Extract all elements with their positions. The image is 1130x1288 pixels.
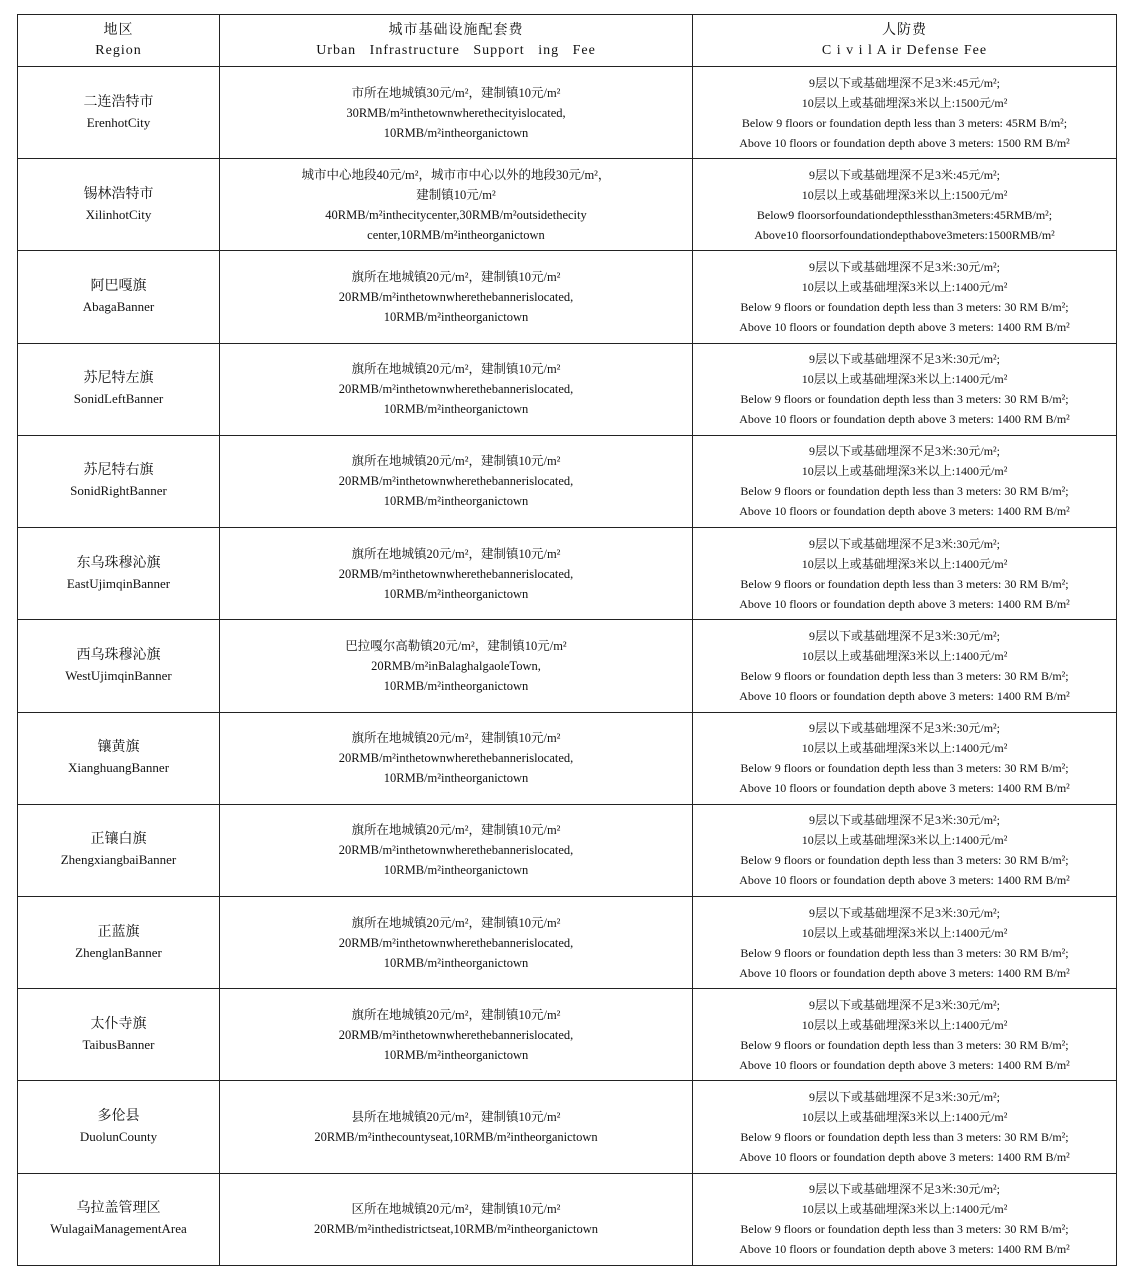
infrastructure-fee-line: 10RMB/m²intheorganictown — [383, 678, 529, 693]
air-defense-fee-line: Below 9 floors or foundation depth less than 3 meters: 30 RM B/m²; — [740, 668, 1069, 683]
air-defense-fee-line: 9层以下或基础埋深不足3米:30元/m²; — [809, 628, 1000, 643]
infrastructure-fee-line: 30RMB/m²inthetownwherethecityislocated, — [346, 105, 566, 120]
air-defense-fee-line: 9层以下或基础埋深不足3米:30元/m²; — [809, 444, 1000, 459]
table-row — [18, 712, 1117, 804]
air-defense-fee-line: Above 10 floors or foundation depth above 3 meters: 1400 RM B/m² — [739, 412, 1070, 427]
region-cell — [18, 989, 220, 1081]
header-infra-zh: 城市基础设施配套费 — [388, 22, 524, 38]
header-region-zh: 地区 — [103, 22, 134, 38]
region-name-zh: 太仆寺旗 — [90, 1016, 147, 1032]
air-defense-fee-line: Above10 floorsorfoundationdepthabove3meters:1500RMB/m² — [754, 227, 1055, 242]
civil-air-defense-fee-cell — [693, 528, 1117, 620]
air-defense-fee-line: Above 10 floors or foundation depth above 3 meters: 1400 RM B/m² — [739, 1057, 1070, 1072]
air-defense-fee-line: Above 10 floors or foundation depth above 3 meters: 1400 RM B/m² — [739, 504, 1070, 519]
infrastructure-fee-line: 旗所在地城镇20元/m²，建制镇10元/m² — [351, 915, 561, 930]
region-name-zh: 镶黄旗 — [97, 740, 140, 756]
air-defense-fee-line: 9层以下或基础埋深不足3米:30元/m²; — [809, 721, 1000, 736]
region-cell — [18, 67, 220, 159]
region-name-en: TaibusBanner — [82, 1036, 155, 1052]
air-defense-fee-line: 9层以下或基础埋深不足3米:30元/m²; — [809, 1090, 1000, 1105]
infrastructure-fee-line: 旗所在地城镇20元/m²，建制镇10元/m² — [351, 731, 561, 746]
civil-air-defense-fee-cell — [693, 67, 1117, 159]
air-defense-fee-line: Above 10 floors or foundation depth above 3 meters: 1400 RM B/m² — [739, 1242, 1070, 1257]
air-defense-fee-line: Above 10 floors or foundation depth above 3 meters: 1400 RM B/m² — [739, 596, 1070, 611]
air-defense-fee-line: Below 9 floors or foundation depth less than 3 meters: 30 RM B/m²; — [740, 1222, 1069, 1237]
civil-air-defense-fee-cell — [693, 1173, 1117, 1265]
air-defense-fee-line: 10层以上或基础埋深3米以上:1500元/m² — [801, 187, 1008, 202]
infrastructure-fee-line: 旗所在地城镇20元/m²，建制镇10元/m² — [351, 454, 561, 469]
air-defense-fee-line: 10层以上或基础埋深3米以上:1400元/m² — [801, 280, 1008, 295]
infrastructure-fee-cell — [220, 343, 693, 435]
region-name-zh: 苏尼特左旗 — [83, 371, 154, 387]
region-name-en: ErenhotCity — [86, 114, 151, 130]
infrastructure-fee-line: 20RMB/m²inthetownwherethebannerislocated, — [338, 382, 574, 397]
header-region-en: Region — [95, 42, 142, 58]
table-row — [18, 159, 1117, 251]
infrastructure-fee-line: 巴拉嘎尔高勒镇20元/m²，建制镇10元/m² — [345, 638, 567, 653]
civil-air-defense-fee-cell — [693, 620, 1117, 712]
infrastructure-fee-line: 20RMB/m²inthedistrictseat,10RMB/m²intheorganictown — [314, 1222, 598, 1237]
infrastructure-fee-line: 旗所在地城镇20元/m²，建制镇10元/m² — [351, 823, 561, 838]
air-defense-fee-line: 9层以下或基础埋深不足3米:30元/m²; — [809, 352, 1000, 367]
region-name-zh: 正镶白旗 — [90, 832, 147, 848]
civil-air-defense-fee-cell — [693, 159, 1117, 251]
air-defense-fee-line: Above 10 floors or foundation depth above 3 meters: 1400 RM B/m² — [739, 965, 1070, 980]
table-row — [18, 620, 1117, 712]
air-defense-fee-line: Below 9 floors or foundation depth less than 3 meters: 30 RM B/m²; — [740, 484, 1069, 499]
civil-air-defense-fee-cell — [693, 435, 1117, 527]
region-cell — [18, 896, 220, 988]
region-name-zh: 阿巴嘎旗 — [90, 279, 147, 295]
region-name-zh: 乌拉盖管理区 — [76, 1201, 161, 1217]
infrastructure-fee-line: 城市中心地段40元/m²，城市市中心以外的地段30元/m²， — [301, 167, 611, 182]
infrastructure-fee-line: 建制镇10元/m² — [416, 187, 496, 202]
region-cell — [18, 620, 220, 712]
air-defense-fee-line: 10层以上或基础埋深3米以上:1400元/m² — [801, 741, 1008, 756]
region-name-en: XianghuangBanner — [67, 760, 170, 776]
infrastructure-fee-line: 10RMB/m²intheorganictown — [383, 310, 529, 325]
air-defense-fee-line: Below 9 floors or foundation depth less than 3 meters: 30 RM B/m²; — [740, 300, 1069, 315]
infrastructure-fee-line: 20RMB/m²inthetownwherethebannerislocated, — [338, 935, 574, 950]
air-defense-fee-line: 10层以上或基础埋深3米以上:1400元/m² — [801, 464, 1008, 479]
header-infra-en: Urban Infrastructure Support ing Fee — [316, 42, 596, 58]
infrastructure-fee-line: 10RMB/m²intheorganictown — [383, 125, 529, 140]
infrastructure-fee-cell — [220, 528, 693, 620]
infrastructure-fee-cell — [220, 896, 693, 988]
infrastructure-fee-line: 旗所在地城镇20元/m²，建制镇10元/m² — [351, 270, 561, 285]
table-row — [18, 896, 1117, 988]
air-defense-fee-line: 9层以下或基础埋深不足3米:45元/m²; — [809, 75, 1000, 90]
infrastructure-fee-line: 10RMB/m²intheorganictown — [383, 771, 529, 786]
table-row — [18, 435, 1117, 527]
infrastructure-fee-line: 10RMB/m²intheorganictown — [383, 863, 529, 878]
table-body — [18, 67, 1117, 1266]
air-defense-fee-line: Below 9 floors or foundation depth less than 3 meters: 30 RM B/m²; — [740, 945, 1069, 960]
region-name-zh: 西乌珠穆沁旗 — [76, 647, 161, 663]
infrastructure-fee-line: 20RMB/m²inthetownwherethebannerislocated, — [338, 474, 574, 489]
infrastructure-fee-line: 旗所在地城镇20元/m²，建制镇10元/m² — [351, 1007, 561, 1022]
air-defense-fee-line: 9层以下或基础埋深不足3米:30元/m²; — [809, 260, 1000, 275]
infrastructure-fee-line: 20RMB/m²inthetownwherethebannerislocated, — [338, 843, 574, 858]
infrastructure-fee-line: 10RMB/m²intheorganictown — [383, 494, 529, 509]
air-defense-fee-line: 9层以下或基础埋深不足3米:30元/m²; — [809, 813, 1000, 828]
infrastructure-fee-line: 20RMB/m²inthetownwherethebannerislocated, — [338, 1027, 574, 1042]
header-civil-air-defense-fee — [693, 15, 1117, 67]
infrastructure-fee-line: 旗所在地城镇20元/m²，建制镇10元/m² — [351, 546, 561, 561]
air-defense-fee-line: 9层以下或基础埋深不足3米:30元/m²; — [809, 1182, 1000, 1197]
header-air-zh: 人防费 — [882, 22, 927, 38]
air-defense-fee-line: 10层以上或基础埋深3米以上:1400元/m² — [801, 1110, 1008, 1125]
air-defense-fee-line: 10层以上或基础埋深3米以上:1400元/m² — [801, 1017, 1008, 1032]
air-defense-fee-line: Below 9 floors or foundation depth less than 3 meters: 30 RM B/m²; — [740, 761, 1069, 776]
fee-table — [17, 14, 1117, 1266]
infrastructure-fee-cell — [220, 159, 693, 251]
air-defense-fee-line: 9层以下或基础埋深不足3米:30元/m²; — [809, 536, 1000, 551]
civil-air-defense-fee-cell — [693, 712, 1117, 804]
air-defense-fee-line: Above 10 floors or foundation depth above 3 meters: 1400 RM B/m² — [739, 688, 1070, 703]
table-row — [18, 1081, 1117, 1173]
table-row — [18, 67, 1117, 159]
air-defense-fee-line: Above 10 floors or foundation depth above 3 meters: 1400 RM B/m² — [739, 781, 1070, 796]
air-defense-fee-line: 9层以下或基础埋深不足3米:30元/m²; — [809, 905, 1000, 920]
header-air-en: C i v i l A ir Defense Fee — [821, 42, 988, 58]
air-defense-fee-line: 10层以上或基础埋深3米以上:1400元/m² — [801, 1202, 1008, 1217]
region-cell — [18, 343, 220, 435]
region-name-en: ZhenglanBanner — [75, 944, 162, 960]
region-name-zh: 东乌珠穆沁旗 — [76, 555, 161, 571]
region-cell — [18, 1173, 220, 1265]
air-defense-fee-line: 10层以上或基础埋深3米以上:1400元/m² — [801, 556, 1008, 571]
region-name-zh: 苏尼特右旗 — [83, 463, 154, 479]
region-name-en: SonidLeftBanner — [73, 391, 164, 407]
region-name-en: DuolunCounty — [79, 1129, 158, 1145]
table-row — [18, 528, 1117, 620]
civil-air-defense-fee-cell — [693, 343, 1117, 435]
air-defense-fee-line: 10层以上或基础埋深3米以上:1400元/m² — [801, 648, 1008, 663]
infrastructure-fee-cell — [220, 251, 693, 343]
air-defense-fee-line: Above 10 floors or foundation depth above 3 meters: 1400 RM B/m² — [739, 873, 1070, 888]
air-defense-fee-line: Below 9 floors or foundation depth less than 3 meters: 30 RM B/m²; — [740, 1130, 1069, 1145]
air-defense-fee-line: Above 10 floors or foundation depth above 3 meters: 1500 RM B/m² — [739, 135, 1070, 150]
infrastructure-fee-line: 20RMB/m²inthecountyseat,10RMB/m²intheorganictown — [314, 1130, 598, 1145]
infrastructure-fee-line: 40RMB/m²inthecitycenter,30RMB/m²outsidethecity — [325, 207, 587, 222]
civil-air-defense-fee-cell — [693, 1081, 1117, 1173]
region-name-zh: 正蓝旗 — [97, 924, 140, 940]
region-name-en: SonidRightBanner — [70, 483, 167, 499]
air-defense-fee-line: 10层以上或基础埋深3米以上:1400元/m² — [801, 925, 1008, 940]
table-row — [18, 804, 1117, 896]
air-defense-fee-line: 10层以上或基础埋深3米以上:1400元/m² — [801, 372, 1008, 387]
region-name-en: XilinhotCity — [85, 206, 152, 222]
header-row — [18, 15, 1117, 67]
air-defense-fee-line: Below9 floorsorfoundationdepthlessthan3meters:45RMB/m²; — [756, 207, 1053, 222]
air-defense-fee-line: Below 9 floors or foundation depth less than 3 meters: 30 RM B/m²; — [740, 392, 1069, 407]
region-cell — [18, 528, 220, 620]
air-defense-fee-line: Above 10 floors or foundation depth above 3 meters: 1400 RM B/m² — [739, 320, 1070, 335]
infrastructure-fee-line: 20RMB/m²inBalaghalgaoleTown, — [371, 658, 541, 673]
region-name-en: WestUjimqinBanner — [65, 667, 172, 683]
region-cell — [18, 1081, 220, 1173]
infrastructure-fee-cell — [220, 1081, 693, 1173]
region-name-en: EastUjimqinBanner — [66, 575, 171, 591]
infrastructure-fee-cell — [220, 435, 693, 527]
air-defense-fee-line: Above 10 floors or foundation depth above 3 meters: 1400 RM B/m² — [739, 1150, 1070, 1165]
infrastructure-fee-line: 10RMB/m²intheorganictown — [383, 402, 529, 417]
infrastructure-fee-line: 区所在地城镇20元/m²，建制镇10元/m² — [351, 1202, 561, 1217]
air-defense-fee-line: Below 9 floors or foundation depth less than 3 meters: 30 RM B/m²; — [740, 1037, 1069, 1052]
infrastructure-fee-cell — [220, 804, 693, 896]
infrastructure-fee-cell — [220, 1173, 693, 1265]
infrastructure-fee-line: 10RMB/m²intheorganictown — [383, 586, 529, 601]
region-name-zh: 多伦县 — [97, 1109, 140, 1125]
header-infrastructure-fee — [220, 15, 693, 67]
table-row — [18, 1173, 1117, 1265]
civil-air-defense-fee-cell — [693, 251, 1117, 343]
table-row — [18, 343, 1117, 435]
region-cell — [18, 251, 220, 343]
civil-air-defense-fee-cell — [693, 989, 1117, 1081]
infrastructure-fee-cell — [220, 989, 693, 1081]
table-row — [18, 251, 1117, 343]
infrastructure-fee-line: 20RMB/m²inthetownwherethebannerislocated, — [338, 566, 574, 581]
infrastructure-fee-line: 市所在地城镇30元/m²，建制镇10元/m² — [351, 85, 561, 100]
civil-air-defense-fee-cell — [693, 896, 1117, 988]
air-defense-fee-line: Below 9 floors or foundation depth less than 3 meters: 45RM B/m²; — [741, 115, 1068, 130]
header-region — [18, 15, 220, 67]
region-cell — [18, 804, 220, 896]
air-defense-fee-line: 9层以下或基础埋深不足3米:30元/m²; — [809, 997, 1000, 1012]
infrastructure-fee-cell — [220, 620, 693, 712]
table-row — [18, 989, 1117, 1081]
region-name-zh: 二连浩特市 — [83, 94, 154, 110]
infrastructure-fee-cell — [220, 712, 693, 804]
infrastructure-fee-line: 10RMB/m²intheorganictown — [383, 955, 529, 970]
region-cell — [18, 712, 220, 804]
infrastructure-fee-line: 20RMB/m²inthetownwherethebannerislocated, — [338, 290, 574, 305]
infrastructure-fee-line: 20RMB/m²inthetownwherethebannerislocated, — [338, 751, 574, 766]
region-name-zh: 锡林浩特市 — [83, 186, 154, 202]
infrastructure-fee-line: 旗所在地城镇20元/m²，建制镇10元/m² — [351, 362, 561, 377]
infrastructure-fee-line: center,10RMB/m²intheorganictown — [367, 227, 545, 242]
air-defense-fee-line: 9层以下或基础埋深不足3米:45元/m²; — [809, 167, 1000, 182]
infrastructure-fee-line: 10RMB/m²intheorganictown — [383, 1047, 529, 1062]
infrastructure-fee-line: 县所在地城镇20元/m²，建制镇10元/m² — [351, 1110, 561, 1125]
region-name-en: AbagaBanner — [82, 299, 155, 315]
region-cell — [18, 159, 220, 251]
civil-air-defense-fee-cell — [693, 804, 1117, 896]
region-cell — [18, 435, 220, 527]
air-defense-fee-line: Below 9 floors or foundation depth less than 3 meters: 30 RM B/m²; — [740, 853, 1069, 868]
air-defense-fee-line: 10层以上或基础埋深3米以上:1400元/m² — [801, 833, 1008, 848]
air-defense-fee-line: 10层以上或基础埋深3米以上:1500元/m² — [801, 95, 1008, 110]
region-name-en: ZhengxiangbaiBanner — [60, 852, 177, 868]
air-defense-fee-line: Below 9 floors or foundation depth less than 3 meters: 30 RM B/m²; — [740, 576, 1069, 591]
region-name-en: WulagaiManagementArea — [50, 1221, 187, 1237]
infrastructure-fee-cell — [220, 67, 693, 159]
